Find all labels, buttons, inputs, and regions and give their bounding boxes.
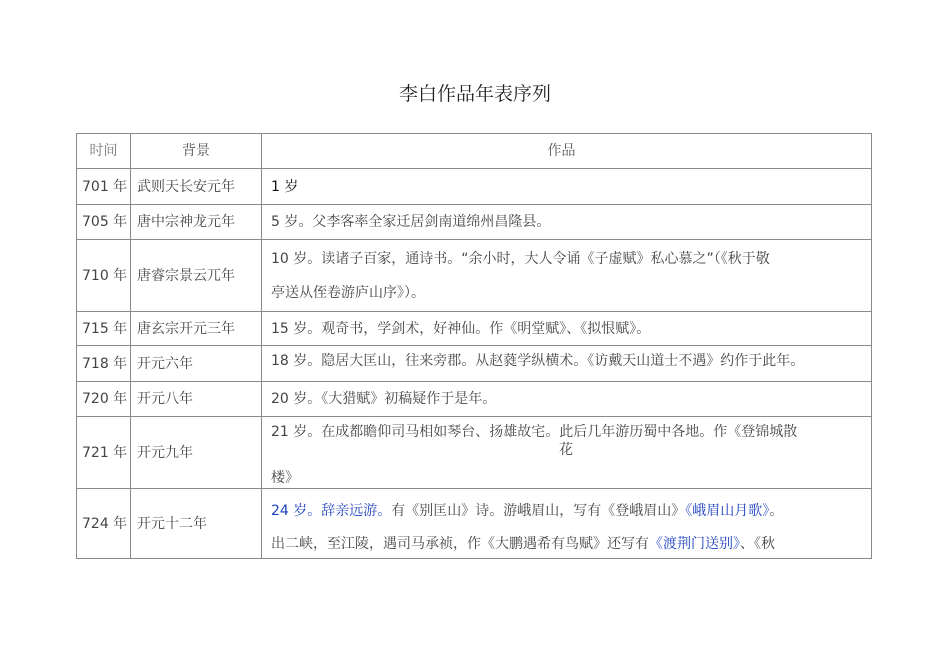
works-text: 、《秋 [740, 536, 775, 552]
works-line: 10 岁。读诸子百家，通诗书。“余小时，大人令诵《子虚赋》私心慕之”（《秋于敬 [271, 250, 770, 267]
row-background: 开元八年 [131, 382, 262, 417]
works-text: 18 岁。隐居大匡山，往来旁郡。从赵蕤学纵横术。《访戴天山道士不遇》约作于此年。 [271, 353, 805, 369]
row-works: 5 岁。父李客率全家迁居剑南道绵州昌隆县。 [262, 205, 872, 240]
row-time: 705 年 [77, 205, 131, 240]
row-works [262, 240, 872, 312]
table-row [77, 312, 872, 346]
works-line [271, 534, 861, 554]
works-line: 花 [559, 442, 573, 458]
row-works: 1 岁 [262, 169, 872, 205]
row-time: 724 年 [77, 489, 131, 559]
table-row [77, 346, 872, 382]
row-background: 唐玄宗开元三年 [131, 312, 262, 346]
table-row [77, 240, 872, 312]
works-line: 亭送从侄卷游庐山序》）。 [271, 284, 425, 301]
row-time: 721 年 [77, 417, 131, 489]
table-row [77, 169, 872, 205]
row-background: 开元六年 [131, 346, 262, 382]
header-works: 作品 [262, 134, 872, 169]
table-row [77, 205, 872, 240]
works-text: 有《别匡山》诗。游峨眉山，写有《登峨眉山》 [391, 503, 686, 519]
works-wrap [271, 489, 861, 557]
row-time: 701 年 [77, 169, 131, 205]
row-works [262, 346, 872, 382]
row-background: 武则天长安元年 [131, 169, 262, 205]
highlight-text: 《渡荆门送别》 [649, 536, 740, 552]
row-works [262, 489, 872, 559]
header-background: 背景 [131, 134, 262, 169]
header-time: 时间 [77, 134, 131, 169]
table-header-row [77, 134, 872, 169]
row-background: 唐睿宗景云兀年 [131, 240, 262, 312]
row-time: 720 年 [77, 382, 131, 417]
works-text: 。 [769, 503, 784, 519]
table-row [77, 382, 872, 417]
row-works: 15 岁。观奇书，学剑术，好神仙。作《明堂赋》、《拟恨赋》。 [262, 312, 872, 346]
page-title: 李白作品年表序列 [398, 83, 551, 105]
row-works [262, 417, 872, 489]
chronology-table [76, 133, 872, 559]
row-works: 20 岁。《大猎赋》初稿疑作于是年。 [262, 382, 872, 417]
row-time: 715 年 [77, 312, 131, 346]
works-text: 出二峡，至江陵，遇司马承祯，作《大鹏遇希有鸟赋》还写有 [271, 536, 649, 552]
highlight-text: 24 岁。辞亲远游。 [271, 503, 392, 519]
works-line: 21 岁。在成都瞻仰司马相如琴台、扬雄故宅。此后几年游历蜀中各地。作《登锦城散 [271, 424, 798, 440]
table-row [77, 489, 872, 559]
row-time: 710 年 [77, 240, 131, 312]
table-row [77, 417, 872, 489]
highlight-text: 《峨眉山月歌》 [685, 503, 770, 519]
works-line: 楼》 [271, 470, 299, 486]
works-wrap [271, 417, 861, 487]
works-line [271, 501, 861, 521]
row-background: 唐中宗神龙元年 [131, 205, 262, 240]
row-background: 开元九年 [131, 417, 262, 489]
row-background: 开元十二年 [131, 489, 262, 559]
row-time: 718 年 [77, 346, 131, 382]
